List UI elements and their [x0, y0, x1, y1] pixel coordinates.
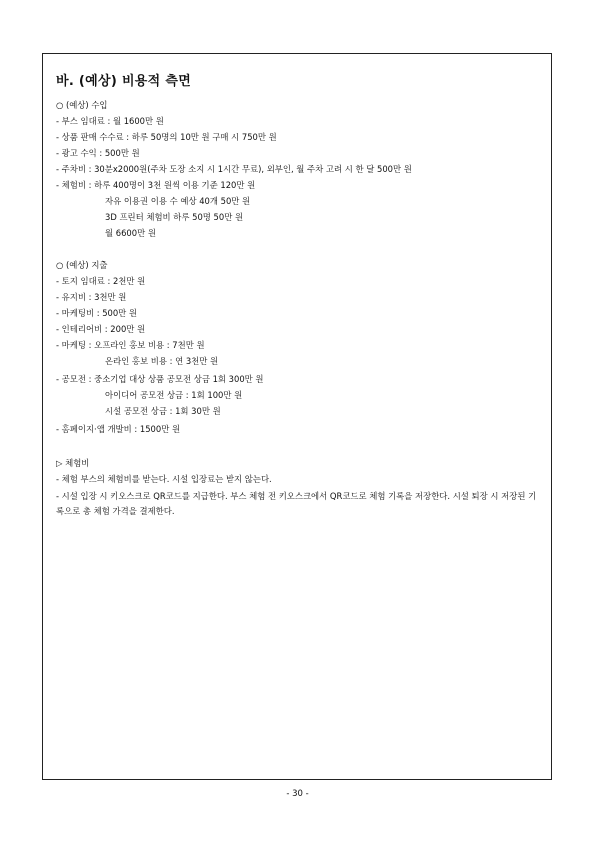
income-line: - 주차비 : 30분x2000원(주차 도장 소지 시 1시간 무료), 외부인, 월 주차 고려 시 한 달 500만 원 [56, 164, 412, 174]
section-title: 바. (예상) 비용적 측면 [56, 74, 192, 89]
expense-line: - 홈페이지·앱 개발비 : 1500만 원 [56, 424, 181, 434]
income-line: - 상품 판매 수수료 : 하루 50명의 10만 원 구매 시 750만 원 [56, 132, 277, 142]
expense-header: ○ (예상) 지출 [56, 260, 108, 270]
expense-line: - 토지 임대료 : 2천만 원 [56, 276, 146, 286]
expense-line: - 공모전 : 중소기업 대상 상품 공모전 상금 1회 300만 원 [56, 374, 264, 384]
income-sub-line: 자유 이용권 이용 수 예상 40개 50만 원 [105, 196, 251, 206]
page-number: - 30 - [286, 789, 309, 799]
experience-line: - 체험 부스의 체험비를 받는다. 시설 입장료는 받지 않는다. [56, 474, 272, 484]
expense-sub-line: 아이디어 공모전 상금 : 1회 100만 원 [105, 390, 243, 400]
income-line: - 체험비 : 하루 400명이 3천 원씩 이용 기준 120만 원 [56, 180, 256, 190]
expense-line: - 인테리어비 : 200만 원 [56, 324, 146, 334]
income-header: ○ (예상) 수입 [56, 100, 108, 110]
expense-line: - 유지비 : 3천만 원 [56, 292, 127, 302]
income-line: - 부스 임대료 : 월 1600만 원 [56, 116, 164, 126]
income-sub-line: 3D 프린터 체험비 하루 50명 50만 원 [105, 212, 244, 222]
expense-sub-line: 시설 공모전 상금 : 1회 30만 원 [105, 406, 221, 416]
experience-line: - 시설 입장 시 키오스크로 QR코드를 지급한다. 부스 체험 전 키오스크에서 QR코드로 체험 기록을 저장한다. 시설 퇴장 시 저장된 기록으로 총 체험 가격을 결제한다. [56, 491, 537, 516]
expense-sub-line: 온라인 홍보 비용 : 연 3천만 원 [105, 356, 219, 366]
expense-line: - 마케팅 : 오프라인 홍보 비용 : 7천만 원 [56, 340, 205, 350]
expense-line: - 마케팅비 : 500만 원 [56, 308, 138, 318]
experience-header: ▷ 체험비 [56, 458, 90, 468]
income-total: 월 6600만 원 [105, 228, 156, 238]
income-line: - 광고 수익 : 500만 원 [56, 148, 140, 158]
